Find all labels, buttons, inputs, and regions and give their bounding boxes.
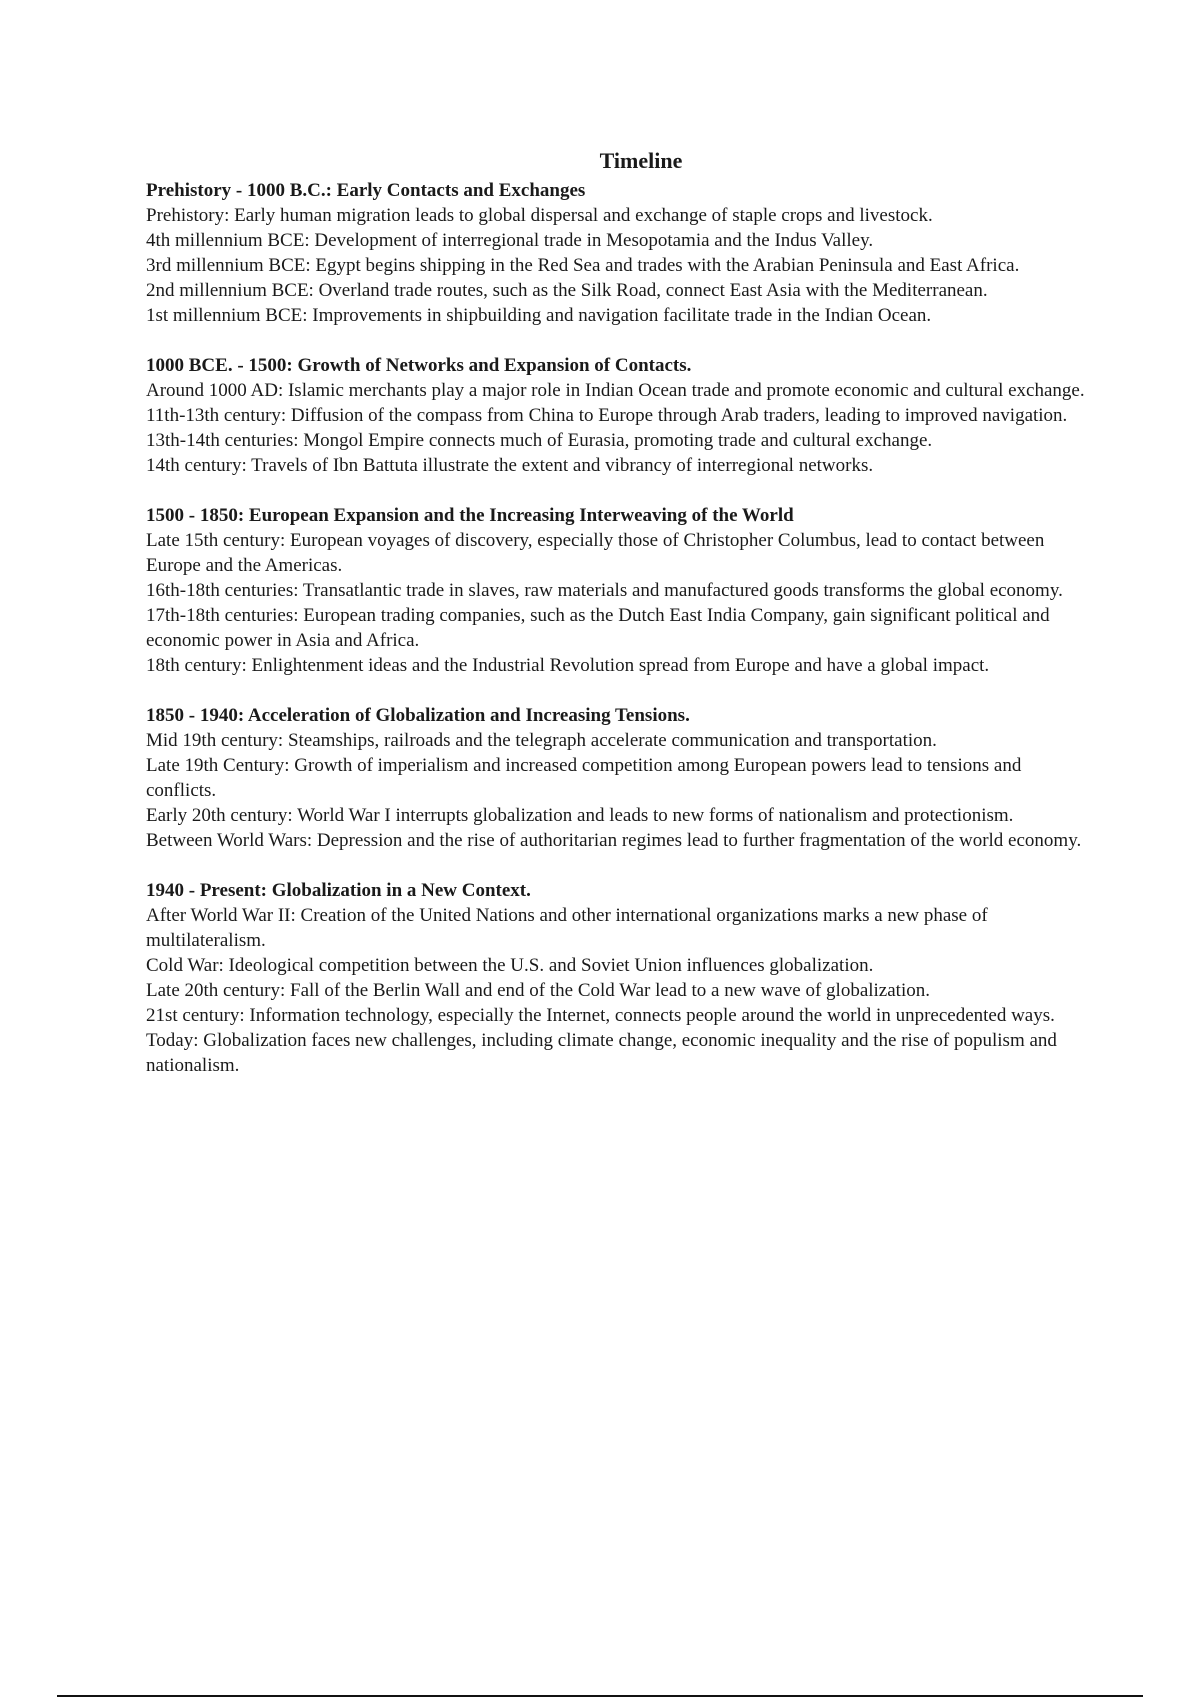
- timeline-entry: 3rd millennium BCE: Egypt begins shipping in the Red Sea and trades with the Arabian Peninsula and East Africa.: [146, 255, 1020, 276]
- document-page: [146, 146, 1096, 1103]
- timeline-entry: 16th-18th centuries: Transatlantic trade in slaves, raw materials and manufactured goods transforms the global economy.: [146, 580, 1063, 601]
- timeline-section-networks: [146, 353, 1096, 478]
- timeline-entry: Early 20th century: World War I interrupts globalization and leads to new forms of nationalism and protectionism.: [146, 805, 1014, 826]
- page-footer-rule: [57, 1695, 1143, 1697]
- section-heading: 1850 - 1940: Acceleration of Globalization and Increasing Tensions.: [146, 705, 690, 726]
- timeline-entry: 2nd millennium BCE: Overland trade routes, such as the Silk Road, connect East Asia with the Mediterranean.: [146, 280, 988, 301]
- section-heading: 1000 BCE. - 1500: Growth of Networks and Expansion of Contacts.: [146, 355, 692, 376]
- timeline-entry: Between World Wars: Depression and the rise of authoritarian regimes lead to further fragmentation of the world economy.: [146, 830, 1082, 851]
- timeline-section-present: [146, 878, 1096, 1078]
- timeline-entry: 4th millennium BCE: Development of interregional trade in Mesopotamia and the Indus Valley.: [146, 230, 874, 251]
- timeline-entry: 18th century: Enlightenment ideas and the Industrial Revolution spread from Europe and have a global impact.: [146, 655, 990, 676]
- timeline-entry: 11th-13th century: Diffusion of the compass from China to Europe through Arab traders, leading to improved navigation.: [146, 405, 1068, 426]
- timeline-entry: Prehistory: Early human migration leads to global dispersal and exchange of staple crops and livestock.: [146, 205, 933, 226]
- timeline-entry: Around 1000 AD: Islamic merchants play a major role in Indian Ocean trade and promote economic and cultural exchange.: [146, 380, 1085, 401]
- timeline-entry: Mid 19th century: Steamships, railroads and the telegraph accelerate communication and transportation.: [146, 730, 937, 751]
- timeline-entry: Late 15th century: European voyages of discovery, especially those of Christopher Columbus, lead to contact between Europe and the Americas.: [146, 530, 1045, 576]
- timeline-entry: 13th-14th centuries: Mongol Empire connects much of Eurasia, promoting trade and cultural exchange.: [146, 430, 933, 451]
- timeline-section-european-expansion: [146, 503, 1096, 678]
- timeline-entry: 21st century: Information technology, especially the Internet, connects people around the world in unprecedented ways.: [146, 1005, 1055, 1026]
- timeline-entry: After World War II: Creation of the United Nations and other international organizations marks a new phase of multilateralism.: [146, 905, 988, 951]
- timeline-entry: 17th-18th centuries: European trading companies, such as the Dutch East India Company, gain significant political and economic power in Asia and Africa.: [146, 605, 1050, 651]
- timeline-entry: 1st millennium BCE: Improvements in shipbuilding and navigation facilitate trade in the Indian Ocean.: [146, 305, 932, 326]
- timeline-entry: Late 19th Century: Growth of imperialism and increased competition among European powers lead to tensions and conflicts.: [146, 755, 1022, 801]
- timeline-section-prehistory: [146, 178, 1096, 328]
- timeline-entry: 14th century: Travels of Ibn Battuta illustrate the extent and vibrancy of interregional networks.: [146, 455, 874, 476]
- timeline-entry: Cold War: Ideological competition between the U.S. and Soviet Union influences globalization.: [146, 955, 874, 976]
- section-heading: 1940 - Present: Globalization in a New Context.: [146, 880, 531, 901]
- document-title: Timeline: [599, 148, 683, 173]
- timeline-entry: Late 20th century: Fall of the Berlin Wall and end of the Cold War lead to a new wave of globalization.: [146, 980, 930, 1001]
- section-heading: 1500 - 1850: European Expansion and the Increasing Interweaving of the World: [146, 505, 794, 526]
- timeline-entry: Today: Globalization faces new challenges, including climate change, economic inequality and the rise of populism and nationalism.: [146, 1030, 1057, 1076]
- section-heading: Prehistory - 1000 B.C.: Early Contacts and Exchanges: [146, 180, 586, 201]
- timeline-section-acceleration: [146, 703, 1096, 853]
